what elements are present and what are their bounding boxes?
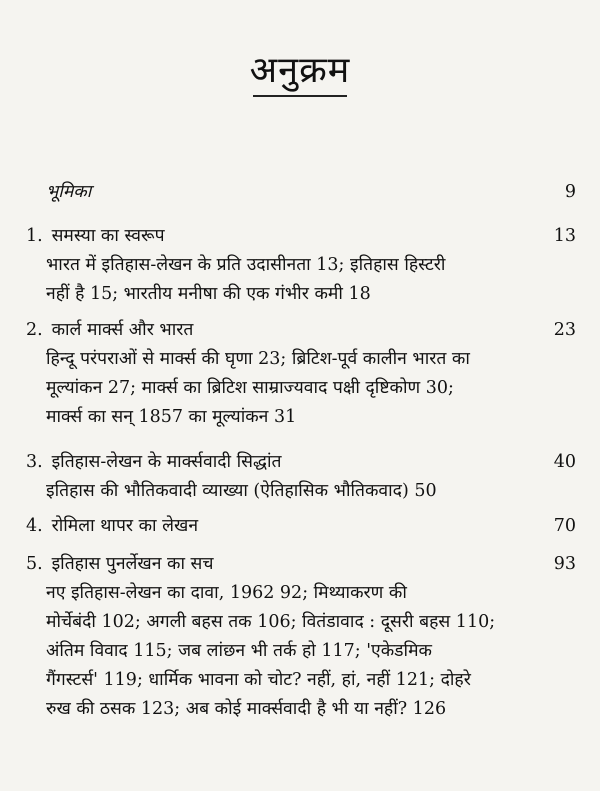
chapter-title: इतिहास-लेखन के मार्क्सवादी सिद्धांत	[51, 452, 282, 472]
chapter-number: 4.	[26, 516, 43, 536]
chapter-subtopic-line: रुख की ठसक 123; अब कोई मार्क्सवादी है भी या नहीं? 126	[46, 699, 447, 719]
chapter-subtopic-line: मूल्यांकन 27; मार्क्स का ब्रिटिश साम्राज्यवाद पक्षी दृष्टिकोण 30;	[46, 378, 454, 398]
chapter-subtopic-line: हिन्दू परंपराओं से मार्क्स की घृणा 23; ब्रिटिश-पूर्व कालीन भारत का	[46, 349, 470, 369]
toc-chapter-2	[26, 316, 576, 432]
chapter-subtopic-line: मार्क्स का सन् 1857 का मूल्यांकन 31	[46, 407, 297, 427]
chapter-number: 2.	[26, 320, 43, 340]
chapter-title: समस्या का स्वरूप	[51, 226, 165, 246]
chapter-subtopic-line: नहीं है 15; भारतीय मनीषा की एक गंभीर कमी 18	[46, 284, 371, 304]
chapter-number: 3.	[26, 452, 43, 472]
chapter-subtopic-line: अंतिम विवाद 115; जब लांछन भी तर्क हो 117; 'एकेडमिक	[46, 641, 432, 661]
toc-intro	[26, 178, 576, 207]
chapter-title: रोमिला थापर का लेखन	[51, 516, 199, 536]
chapter-title: कार्ल मार्क्स और भारत	[51, 320, 194, 340]
intro-page-number: 9	[564, 182, 576, 202]
chapter-page-number: 40	[553, 452, 576, 472]
chapter-title: इतिहास पुनर्लेखन का सच	[51, 554, 214, 574]
toc-chapter-3	[26, 448, 576, 506]
chapter-number: 1.	[26, 226, 43, 246]
page-title: अनुक्रम	[249, 50, 351, 91]
toc-chapter-1	[26, 222, 576, 309]
chapter-subtopic-line: इतिहास की भौतिकवादी व्याख्या (ऐतिहासिक भौतिकवाद) 50	[46, 481, 437, 501]
chapter-page-number: 93	[553, 554, 576, 574]
chapter-subtopic-line: भारत में इतिहास-लेखन के प्रति उदासीनता 13; इतिहास हिस्टरी	[46, 255, 446, 275]
chapter-subtopic-line: नए इतिहास-लेखन का दावा, 1962 92; मिथ्याकरण की	[46, 583, 407, 603]
title-underline	[253, 95, 347, 97]
chapter-subtopic-line: मोर्चेबंदी 102; अगली बहस तक 106; वितंडावाद : दूसरी बहस 110;	[46, 612, 496, 632]
chapter-number: 5.	[26, 554, 43, 574]
chapter-page-number: 13	[553, 226, 576, 246]
intro-label: भूमिका	[46, 182, 92, 202]
chapter-subtopic-line: गैंगस्टर्स' 119; धार्मिक भावना को चोट? नहीं, हां, नहीं 121; दोहरे	[46, 670, 471, 690]
chapter-page-number: 70	[553, 516, 576, 536]
chapter-page-number: 23	[553, 320, 576, 340]
toc-chapter-4	[26, 512, 576, 541]
toc-chapter-5	[26, 550, 576, 724]
